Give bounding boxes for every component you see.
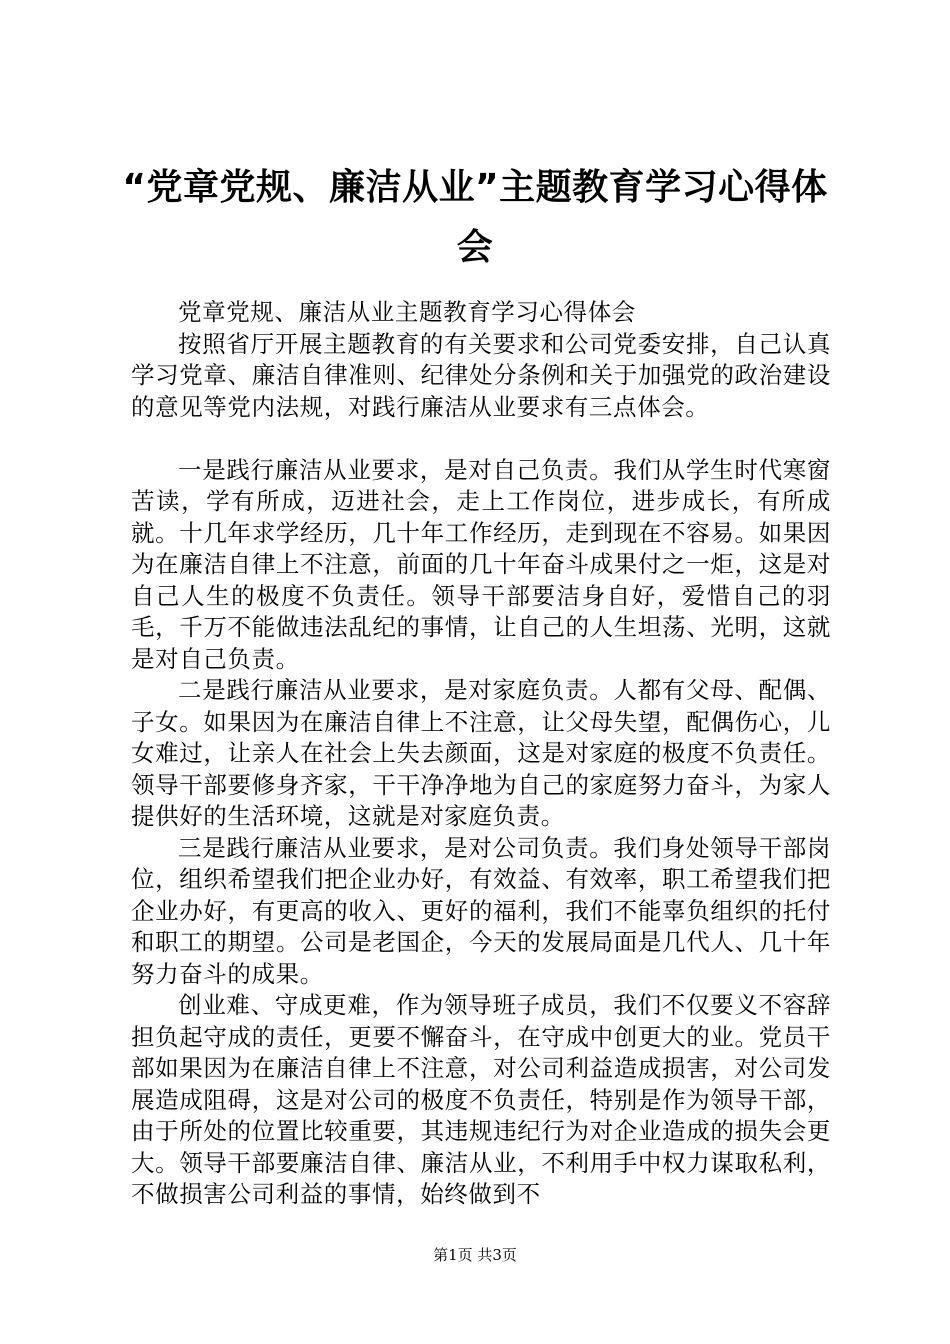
- paragraph-spacer: [131, 423, 831, 455]
- page-number-footer: 第1页 共3页: [433, 1246, 517, 1264]
- paragraph-intro: 按照省厅开展主题教育的有关要求和公司党委安排，自己认真学习党章、廉洁自律准则、纪律处分条例和关于加强党的政治建设的意见等党内法规，对践行廉洁从业要求有三点体会。: [131, 329, 831, 421]
- document-body: [131, 297, 831, 1211]
- paragraph-point-two: 二是践行廉洁从业要求，是对家庭负责。人都有父母、配偶、子女。如果因为在廉洁自律上不注意，让父母失望，配偶伤心，儿女难过，让亲人在社会上失去颜面，这是对家庭的极度不负责任。领导干部要修身齐家，干干净净地为自己的家庭努力奋斗，为家人提供好的生活环境，这就是对家庭负责。: [131, 676, 831, 830]
- document-subtitle: 党章党规、廉洁从业主题教育学习心得体会: [178, 298, 636, 326]
- document-title: “党章党规、廉洁从业”主题教育学习心得体会: [122, 167, 828, 268]
- paragraph-point-three: 三是践行廉洁从业要求，是对公司负责。我们身处领导干部岗位，组织希望我们把企业办好，有效益、有效率，职工希望我们把企业办好，有更高的收入、更好的福利，我们不能辜负组织的托付和职工的期望。公司是老国企，今天的发展局面是几代人、几十年努力奋斗的成果。: [131, 833, 831, 988]
- paragraph-point-one: 一是践行廉洁从业要求，是对自己负责。我们从学生时代寒窗苦读，学有所成，迈进社会，走上工作岗位，进步成长，有所成就。十几年求学经历，几十年工作经历，走到现在不容易。如果因为在廉洁自律上不注意，前面的几十年奋斗成果付之一炬，这是对自己人生的极度不负责任。领导干部要洁身自好，爱惜自己的羽毛，千万不能做违法乱纪的事情，让自己的人生坦荡、光明，这就是对自己负责。: [131, 455, 831, 673]
- paragraph-continuation: 创业难、守成更难，作为领导班子成员，我们不仅要义不容辞担负起守成的责任，更要不懈奋斗，在守成中创更大的业。党员干部如果因为在廉洁自律上不注意，对公司利益造成损害，对公司发展造成阻碍，这是对公司的极度不负责任，特别是作为领导干部，由于所处的位置比较重要，其违规违纪行为对企业造成的损失会更大。领导干部要廉洁自律、廉洁从业，不利用手中权力谋取私利，不做损害公司利益的事情，始终做到不: [131, 991, 831, 1208]
